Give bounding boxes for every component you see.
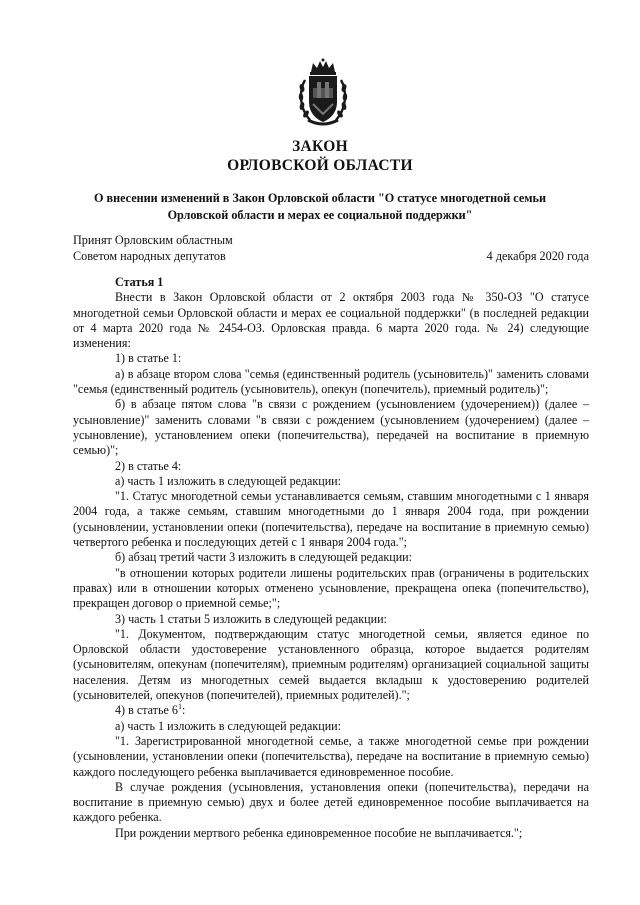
adoption-date: 4 декабря 2020 года <box>486 248 589 263</box>
item-4-superscript: 1 <box>177 702 182 712</box>
item-3-text: "1. Документом, подтверждающим статус многодетной семьи, является единое по Орловской области удостоверение установленного образца, которое выдается родителям (усыновителям, опекунам (попечителям), приемным родителям) организацией социальной защиты населения. Детям из многодетных семей выдается вкладыш к удостоверению родителей (усыновителей, опекунов (попечителей), приемных родителей)."; <box>73 626 589 703</box>
adoption-line-2: Советом народных депутатов <box>73 248 226 263</box>
item-1: 1) в статье 1: <box>115 351 182 366</box>
item-2: 2) в статье 4: <box>115 458 182 473</box>
adoption-block <box>73 233 589 264</box>
item-2b: б) абзац третий части 3 изложить в следующей редакции: <box>115 550 412 565</box>
item-4a-text-2: В случае рождения (усыновления, установления опеки (попечительства), передачи на воспитание в приемную семью) двух и более детей единовременное пособие выплачивается на каждого ребенка. <box>73 779 589 825</box>
item-2a: а) часть 1 изложить в следующей редакции: <box>115 473 341 488</box>
item-4 <box>73 703 589 718</box>
item-4a: а) часть 1 изложить в следующей редакции: <box>115 718 341 733</box>
item-1b: б) в абзаце пятом слова "в связи с рождением (усыновлением (удочерением)) (далее – усыновление)" заменить словами "в связи с рождением (усыновлением (удочерением) (далее – усыновление), установлением опеки (попечительства), передачей на воспитание в приемную семью)"; <box>73 397 589 458</box>
item-1a: а) в абзаце втором слова "семья (единственный родитель (усыновитель)" заменить словами "семья (единственный родитель (усыновитель), опекун (попечитель), приемный родитель)"; <box>73 366 589 397</box>
article-intro: Внести в Закон Орловской области от 2 октября 2003 года № 350-ОЗ "О статусе многодетной семьи Орловской области и мерах ее социальной поддержки" (в последней редакции от 4 марта 2020 года № 2454-ОЗ. Орловская правда. 6 марта 2020 года. № 24) следующие изменения: <box>73 290 589 351</box>
law-subject: О внесении изменений в Закон Орловской области "О статусе многодетной семьи Орловской области и мерах ее социальной поддержки" <box>93 191 547 222</box>
item-2a-text: "1. Статус многодетной семьи устанавливается семьям, ставшим многодетными с 1 января 2004 года, а также семьям, ставшим многодетными до 1 января 2004 года, при рождении (усыновлении, установлении опеки (попечительства), передаче на воспитание в приемную семью) четвертого ребенка и последующих детей с 1 января 2004 года."; <box>73 489 589 550</box>
article-title: Статья 1 <box>115 275 164 289</box>
adoption-line-1: Принят Орловским областным <box>73 233 233 247</box>
item-4a-text-3: При рождении мертвого ребенка единовременное пособие не выплачивается."; <box>115 825 523 840</box>
item-4-label: 4) в статье 6 <box>115 703 178 718</box>
item-3: 3) часть 1 статьи 5 изложить в следующей редакции: <box>115 611 387 626</box>
article-body <box>73 275 589 841</box>
law-title: ЗАКОН <box>292 138 348 155</box>
item-2b-text: "в отношении которых родители лишены родительских прав (ограничены в родительских правах) или в отношении которых отменено усыновление, прекращена опека (попечительство), прекращен договор о приемной семье;"; <box>73 565 589 611</box>
coat-of-arms-icon <box>296 58 350 128</box>
region-title: ОРЛОВСКОЙ ОБЛАСТИ <box>227 157 413 174</box>
item-4a-text-1: "1. Зарегистрированной многодетной семье, а также многодетной семье при рождении (усыновлении, установлении опеки (попечительства), передаче на воспитание в приемную семью) каждого последующего ребенка выплачивается единовременное пособие. <box>73 733 589 779</box>
item-4-colon: : <box>181 703 186 718</box>
